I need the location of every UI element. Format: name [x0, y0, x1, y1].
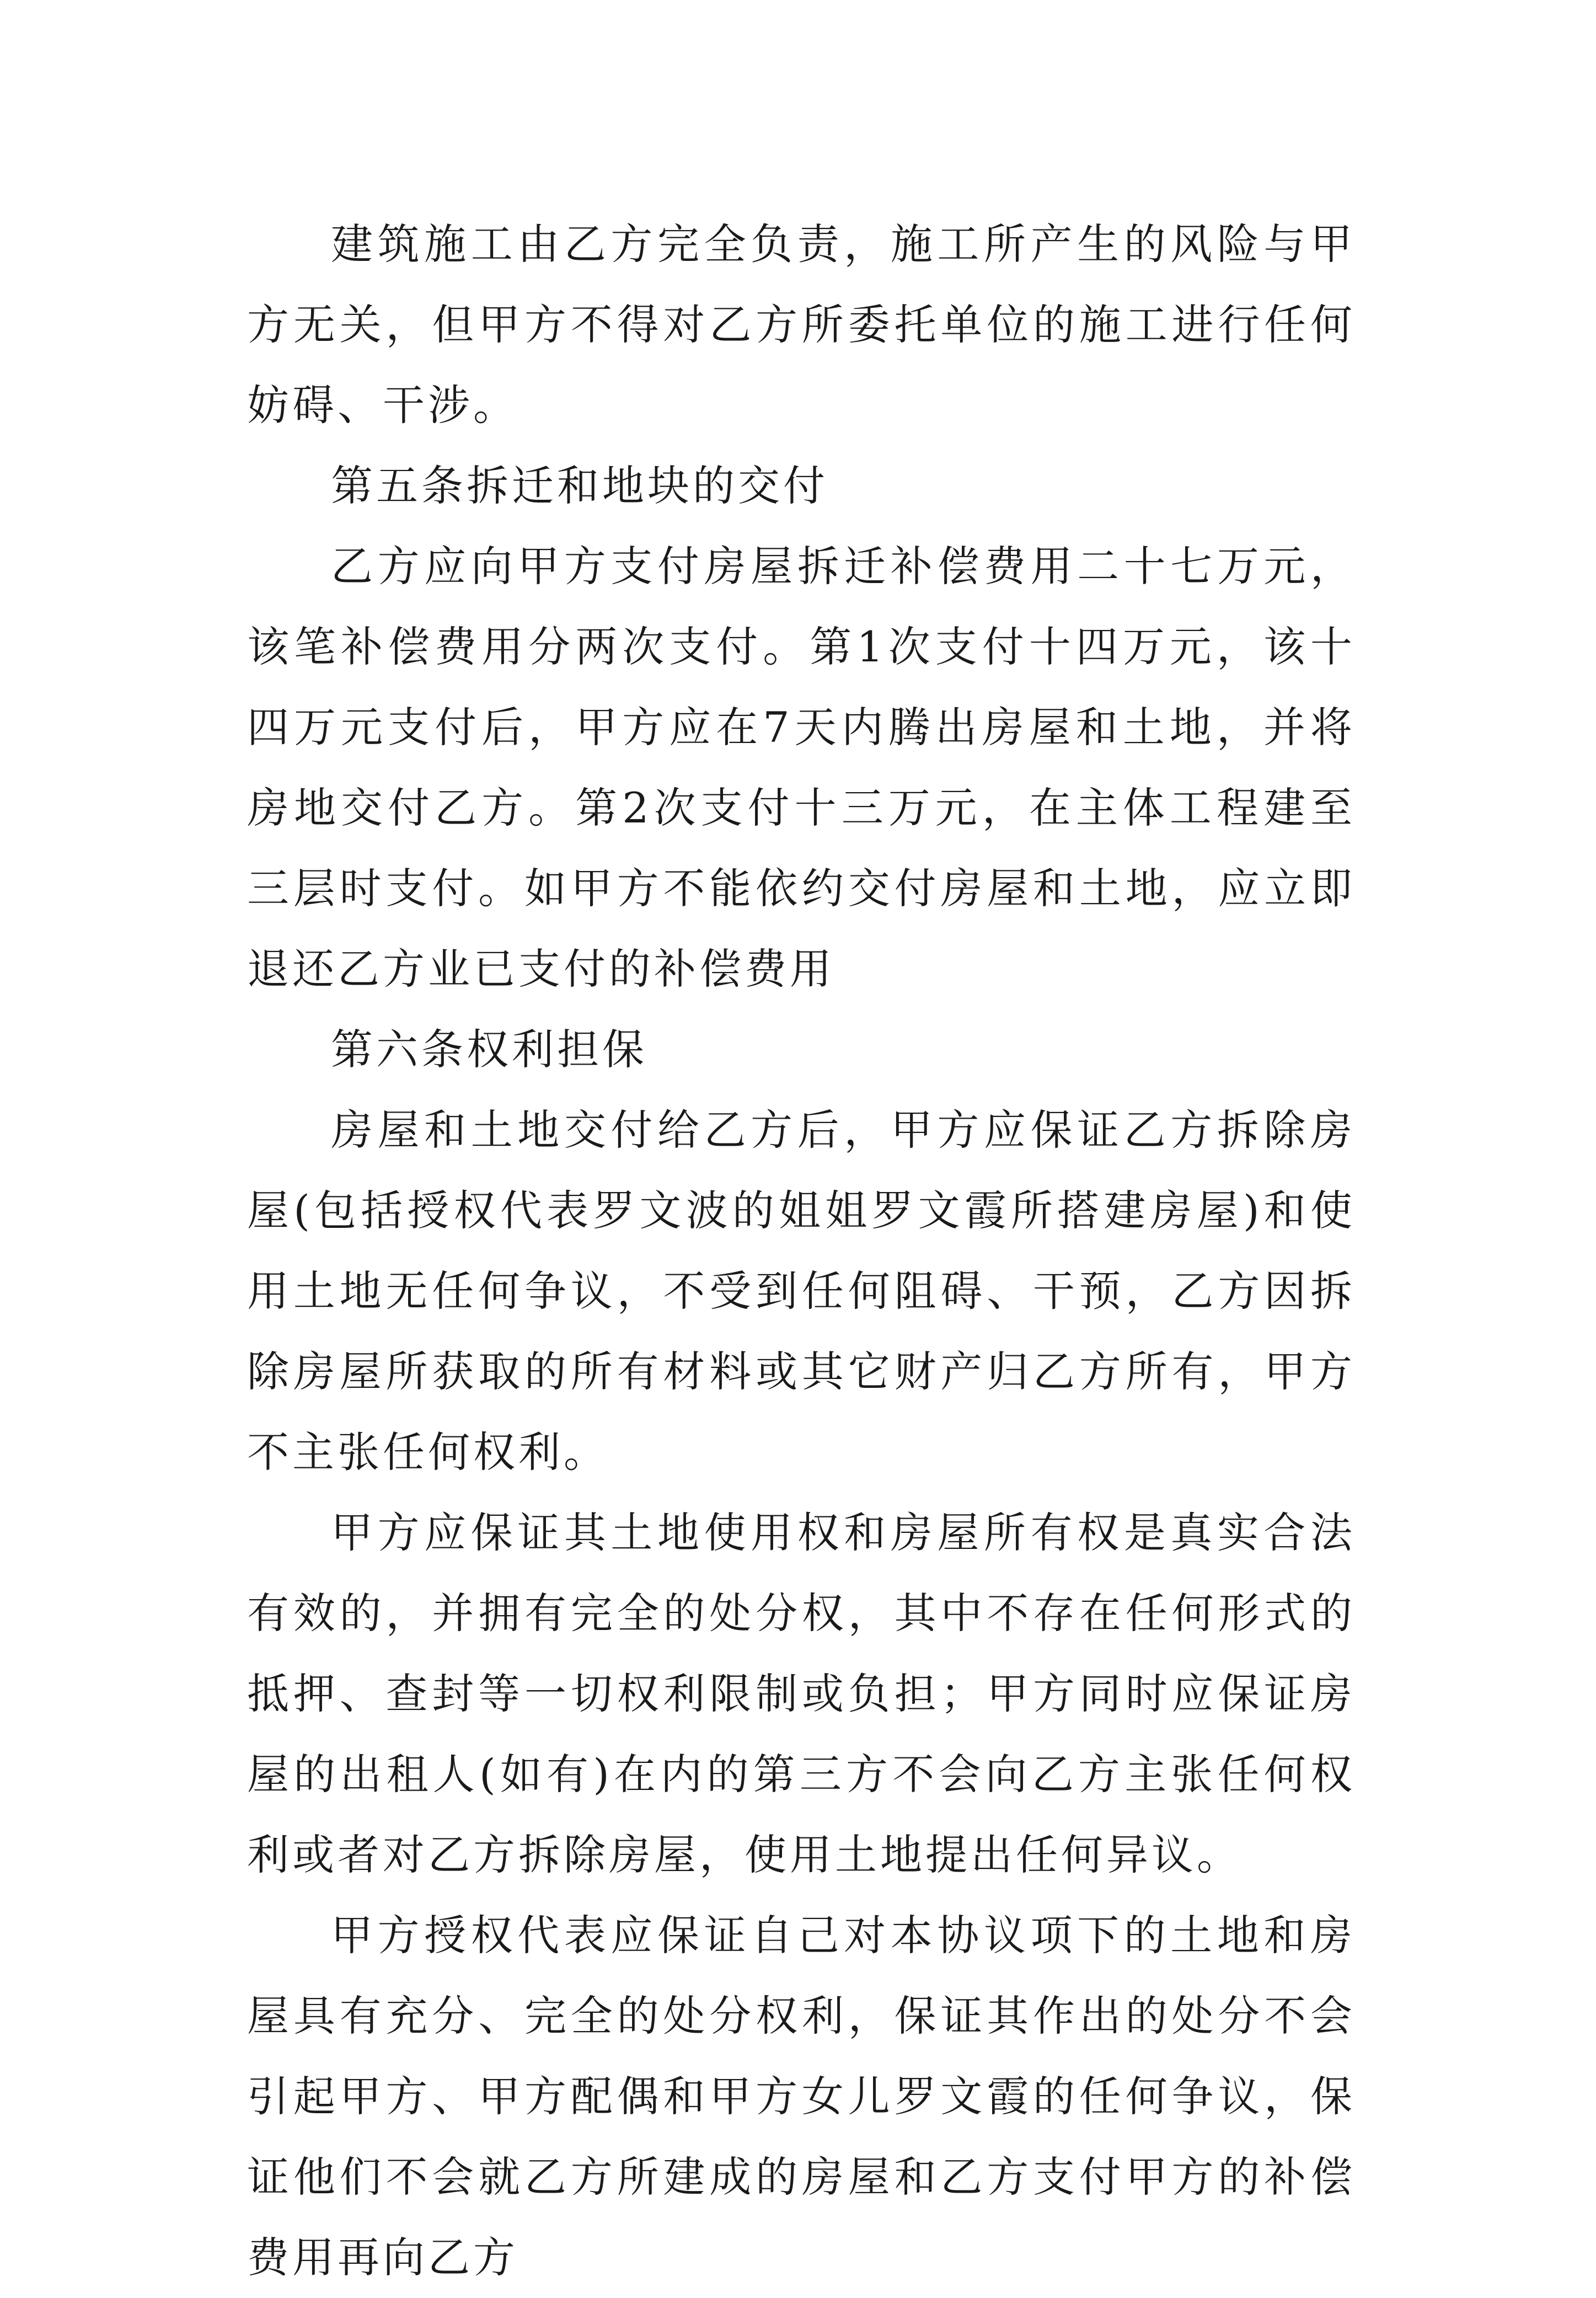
paragraph-representative-guarantee: 甲方授权代表应保证自己对本协议项下的土地和房屋具有充分、完全的处分权利，保证其作出的处分不会引起甲方、甲方配偶和甲方女儿罗文霞的任何争议，保证他们不会就乙方所建成的房屋和乙方支付甲方的补偿费用再向乙方	[247, 1911, 1356, 2282]
article-5-heading: 第五条拆迁和地块的交付	[331, 461, 828, 510]
paragraph-construction-responsibility: 建筑施工由乙方完全负责，施工所产生的风险与甲方无关，但甲方不得对乙方所委托单位的施工进行任何妨碍、干涉。	[247, 220, 1356, 430]
article-6-heading: 第六条权利担保	[331, 1025, 647, 1074]
paragraph-demolition-guarantee: 房屋和土地交付给乙方后，甲方应保证乙方拆除房屋(包括授权代表罗文波的姐姐罗文霞所搭建房屋)和使用土地无任何争议，不受到任何阻碍、干预，乙方因拆除房屋所获取的所有材料或其它财产归乙方所有，甲方不主张任何权利。	[247, 1105, 1356, 1477]
paragraph-ownership-guarantee: 甲方应保证其土地使用权和房屋所有权是真实合法有效的，并拥有完全的处分权，其中不存在任何形式的抵押、查封等一切权利限制或负担；甲方同时应保证房屋的出租人(如有)在内的第三方不会向乙方主张任何权利或者对乙方拆除房屋，使用土地提出任何异议。	[247, 1508, 1356, 1879]
document-body	[247, 204, 1356, 2298]
paragraph-compensation-payment: 乙方应向甲方支付房屋拆迁补偿费用二十七万元，该笔补偿费用分两次支付。第1次支付十四万元，该十四万元支付后，甲方应在7天内腾出房屋和土地，并将房地交付乙方。第2次支付十三万元，在主体工程建至三层时支付。如甲方不能依约交付房屋和土地，应立即退还乙方业已支付的补偿费用	[247, 542, 1356, 993]
